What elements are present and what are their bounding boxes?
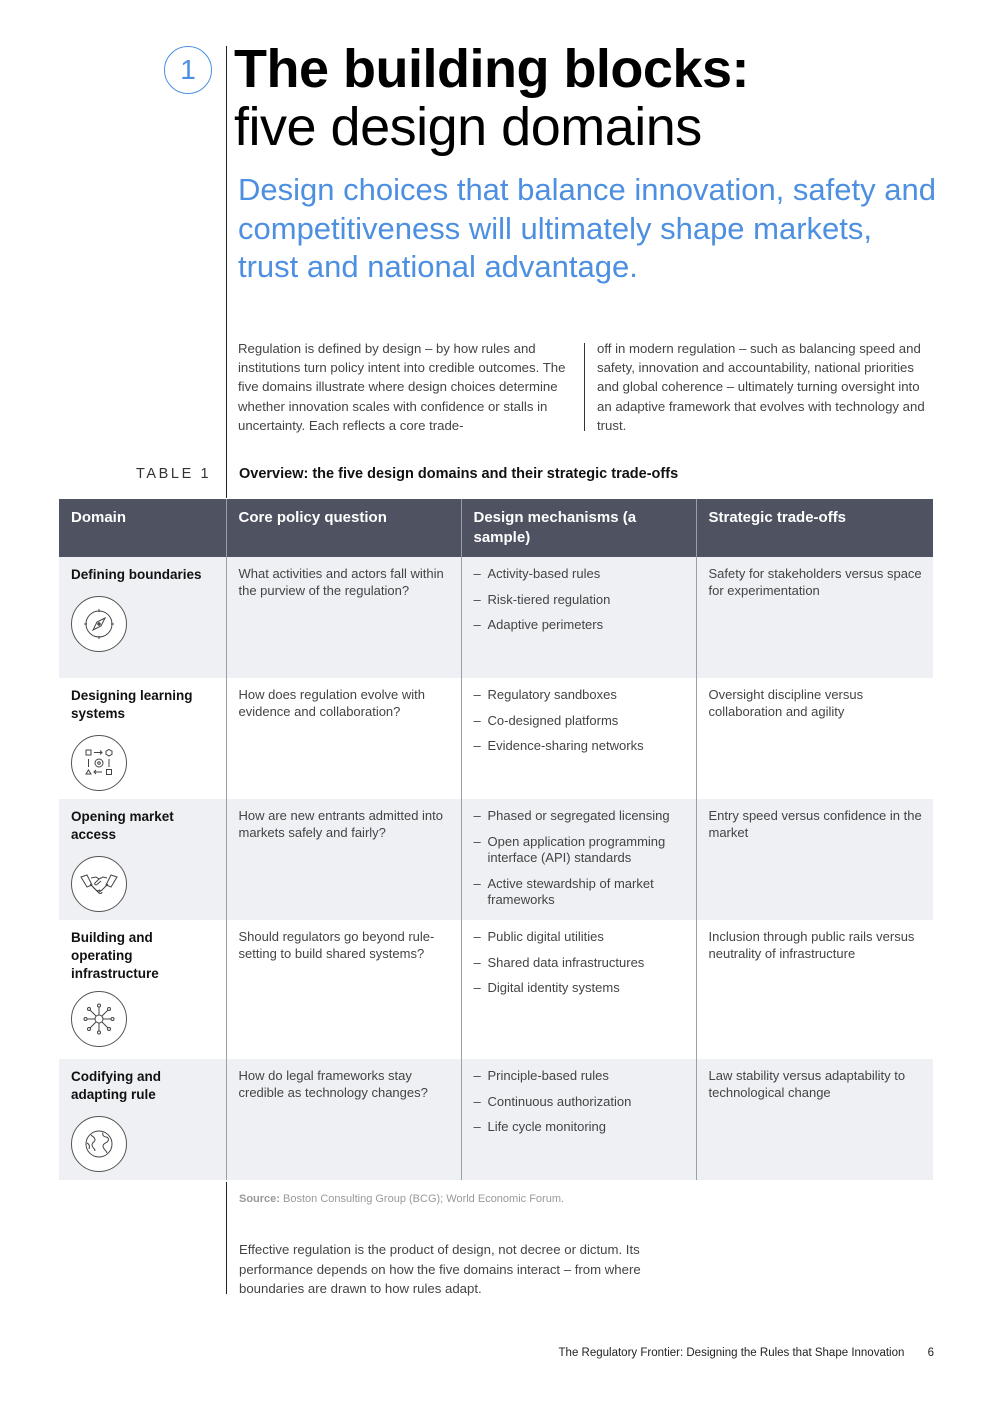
question-cell: How do legal frameworks stay credible as technology changes? <box>226 1059 461 1180</box>
question-cell: What activities and actors fall within the purview of the regulation? <box>226 557 461 678</box>
domain-label: Designing learning systems <box>71 688 193 721</box>
tradeoff-cell: Safety for stakeholders versus space for experimentation <box>696 557 933 678</box>
mechanism-item: – Continuous authorization <box>474 1094 685 1111</box>
mechanism-item: – Risk-tiered regulation <box>474 592 685 609</box>
mechanism-item: – Activity-based rules <box>474 566 685 583</box>
mechanism-item: – Adaptive perimeters <box>474 617 685 634</box>
mechanism-item: – Phased or segregated licensing <box>474 808 685 825</box>
chapter-number: 1 <box>164 46 212 94</box>
domain-cell <box>59 1059 226 1180</box>
question-cell: How does regulation evolve with evidence and collaboration? <box>226 678 461 799</box>
globe-icon <box>71 1116 127 1172</box>
domains-table <box>59 499 933 1180</box>
mechanisms-cell <box>461 1059 696 1180</box>
domain-label: Building and operating infrastructure <box>71 930 159 981</box>
intro-column-1: Regulation is defined by design – by how rules and institutions turn policy intent into credible outcomes. The five domains illustrate where design choices determine whether innovation scales with confidence or stalls in uncertainty. Each reflects a core trade- <box>238 341 566 433</box>
mechanisms-cell <box>461 799 696 920</box>
table-row <box>59 1059 933 1180</box>
domain-label: Codifying and adapting rule <box>71 1069 161 1102</box>
domain-cell <box>59 920 226 1059</box>
header-domain: Domain <box>59 499 226 557</box>
mechanisms-cell <box>461 920 696 1059</box>
process-icon <box>71 735 127 791</box>
footer-title-rest: Designing the Rules that Shape Innovation <box>686 1347 905 1359</box>
question-cell: How are new entrants admitted into markets safely and fairly? <box>226 799 461 920</box>
mechanism-item: – Digital identity systems <box>474 980 685 997</box>
page-footer <box>559 1347 934 1359</box>
header-tradeoffs: Strategic trade-offs <box>696 499 933 557</box>
question-cell: Should regulators go beyond rule-setting to build shared systems? <box>226 920 461 1059</box>
mechanism-item: – Principle-based rules <box>474 1068 685 1085</box>
header-mechanisms: Design mechanisms (a sample) <box>461 499 696 557</box>
source-text: Boston Consulting Group (BCG); World Economic Forum. <box>283 1193 565 1205</box>
page-title <box>234 40 749 156</box>
margin-rule-lower <box>226 1182 227 1294</box>
domain-cell <box>59 799 226 920</box>
mechanism-item: – Active stewardship of market frameworks <box>474 876 685 909</box>
domain-label: Opening market access <box>71 809 174 842</box>
source-label: Source: <box>239 1193 280 1205</box>
footer-title-bold: The Regulatory Frontier: <box>558 1347 684 1359</box>
table-row <box>59 678 933 799</box>
page-number: 6 <box>927 1347 934 1359</box>
tradeoff-cell: Entry speed versus confidence in the market <box>696 799 933 920</box>
domain-cell <box>59 557 226 678</box>
mechanism-item: – Regulatory sandboxes <box>474 687 685 704</box>
mechanism-item: – Public digital utilities <box>474 929 685 946</box>
tradeoff-cell: Law stability versus adaptability to technological change <box>696 1059 933 1180</box>
title-line-1: The building blocks: <box>234 39 749 99</box>
mechanisms-cell <box>461 557 696 678</box>
tradeoff-cell: Inclusion through public rails versus neutrality of infrastructure <box>696 920 933 1059</box>
mechanism-item: – Co-designed platforms <box>474 713 685 730</box>
table-tag: TABLE 1 <box>136 466 212 482</box>
margin-rule <box>226 46 227 498</box>
network-icon <box>71 991 127 1047</box>
domain-cell <box>59 678 226 799</box>
table-row <box>59 920 933 1059</box>
table-title: Overview: the five design domains and their strategic trade-offs <box>239 466 679 482</box>
compass-icon <box>71 596 127 652</box>
intro-column-2: off in modern regulation – such as balancing speed and safety, innovation and accountability, national priorities and global coherence – ultimately turning oversight into an adaptive framework that evolves with technology and trust. <box>597 341 925 433</box>
domain-label: Defining boundaries <box>71 567 202 582</box>
column-divider <box>584 343 585 431</box>
table-row <box>59 557 933 678</box>
closing-paragraph: Effective regulation is the product of design, not decree or dictum. Its performance depends on how the five domains interact – from where boundaries are drawn to how rules adapt. <box>239 1242 641 1296</box>
mechanism-item: – Evidence-sharing networks <box>474 738 685 755</box>
mechanism-item: – Life cycle monitoring <box>474 1119 685 1136</box>
mechanism-item: – Shared data infrastructures <box>474 955 685 972</box>
title-line-2: five design domains <box>234 97 702 157</box>
source-note <box>239 1193 564 1205</box>
tradeoff-cell: Oversight discipline versus collaboration and agility <box>696 678 933 799</box>
mechanisms-cell <box>461 678 696 799</box>
mechanism-item: – Open application programming interface (API) standards <box>474 834 685 867</box>
handshake-icon <box>71 856 127 912</box>
table-row <box>59 799 933 920</box>
table-header-row <box>59 499 933 557</box>
subtitle: Design choices that balance innovation, safety and competitiveness will ultimately shape markets, trust and national advantage. <box>238 172 936 284</box>
header-question: Core policy question <box>226 499 461 557</box>
